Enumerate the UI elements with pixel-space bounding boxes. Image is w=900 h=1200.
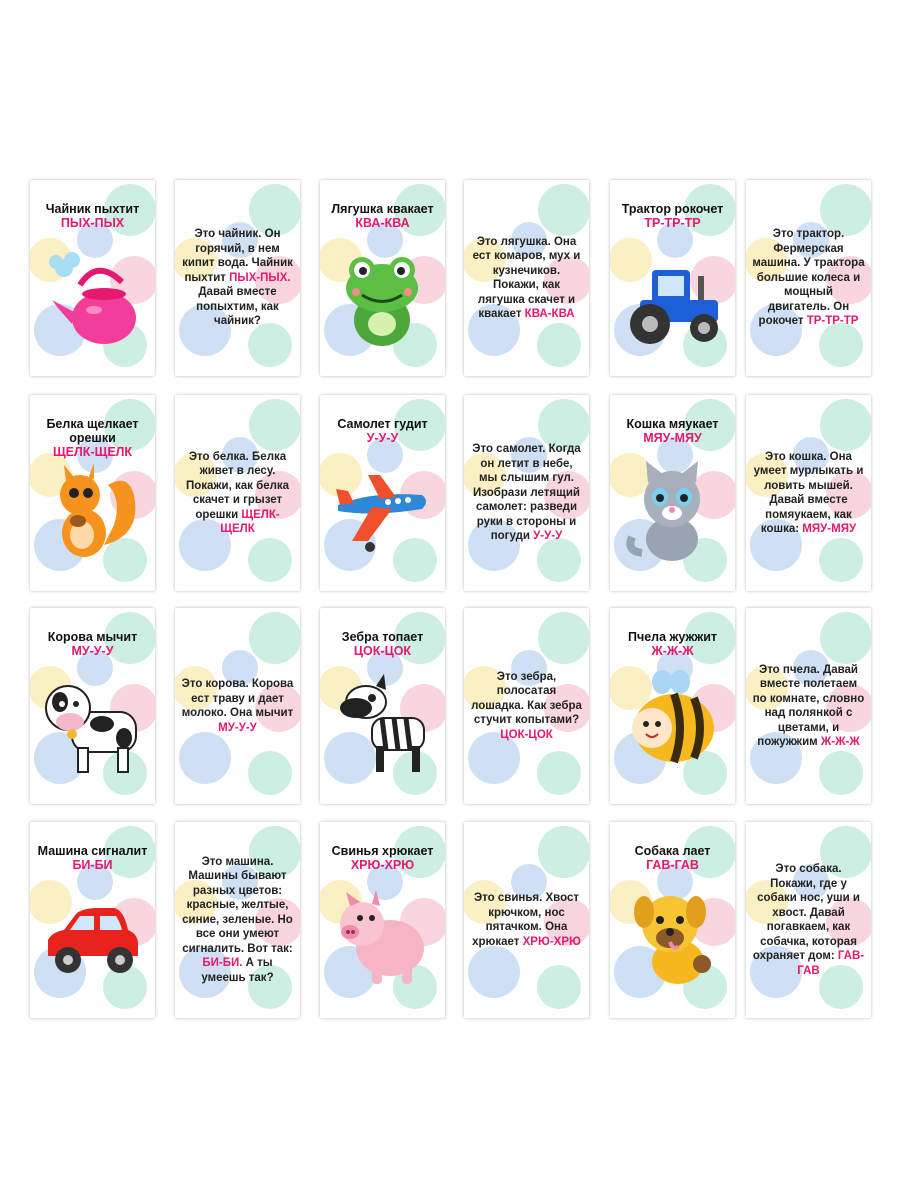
card-sound: ЩЕЛК-ЩЕЛК [52,445,133,459]
card-title-text: Зебра топает [341,630,424,644]
picture-card-content [30,608,155,804]
kettle-icon [42,240,142,360]
description-sound: ХРЮ-ХРЮ [522,935,581,948]
picture-card-content [610,180,735,376]
cat-icon [622,455,722,575]
card-sound: У-У-У [366,431,399,445]
card-title-text: Лягушка квакает [331,202,434,216]
description-text: Это зебра, полосатая лошадка. Как зебра стучит копытами? [471,670,582,727]
picture-card-content [320,395,445,591]
description-card-content [175,180,300,376]
picture-card [320,180,445,376]
description-sound: ТР-ТР-ТР [806,315,859,328]
card-sound: МУ-У-У [71,644,114,658]
card-title [34,202,151,230]
card-description [470,395,583,591]
picture-card [30,822,155,1018]
description-card [746,608,871,804]
description-after: А ты умеешь так? [201,957,274,984]
picture-card-content [320,822,445,1018]
description-text: Это чайник. Он горячий, в нем кипит вода. Чайник пыхтит [182,228,293,284]
picture-card [30,180,155,376]
description-text: Это белка. Белка живет в лесу. Покажи, как белка скачет и грызет орешки [185,450,290,521]
picture-card [320,608,445,804]
picture-card [320,822,445,1018]
card-description [181,608,294,804]
description-card [175,395,300,591]
description-card-content [746,395,871,591]
description-sound: ГАВ-ГАВ [797,950,865,977]
tractor-icon [622,240,722,360]
description-card-content [464,180,589,376]
description-text: Это лягушка. Она ест комаров, мух и кузнечиков. Покажи, как лягушка скачет и квакает [472,235,581,320]
description-sound: МУ-У-У [218,721,257,734]
card-title-text: Собака лает [634,844,711,858]
card-title-text: Белка щелкает орешки [46,417,139,445]
description-card-content [746,822,871,1018]
picture-card-content [30,395,155,591]
card-title-text: Трактор рокочет [621,202,724,216]
card-sound: МЯУ-МЯУ [643,431,702,445]
car-icon [42,882,142,1002]
description-sound: Ж-Ж-Ж [820,736,860,748]
description-card-content [175,395,300,591]
card-title-text: Свинья хрюкает [331,844,434,858]
card-description [181,180,294,376]
description-text: Это машина. Машины бывают разных цветов: красные, желтые, синие, зеленые. Но все они умеют сигналить. Вот так: [182,855,293,955]
card-sound: ПЫХ-ПЫХ [60,216,125,230]
picture-card-content [610,822,735,1018]
picture-card-content [610,395,735,591]
description-card-content [464,395,589,591]
description-text: Это трактор. Фермерская машина. У трактора большие колеса и мощный двигатель. Он рокочет [752,228,865,328]
picture-card-content [30,180,155,376]
card-title [324,630,441,658]
card-title [324,844,441,872]
description-card [464,608,589,804]
picture-card-content [610,608,735,804]
description-sound: БИ-БИ. [202,957,243,970]
description-card-content [746,608,871,804]
card-sound: КВА-КВА [355,216,410,230]
picture-card-content [30,822,155,1018]
card-description [752,180,865,376]
squirrel-icon [42,455,142,575]
description-card [746,822,871,1018]
picture-card [610,822,735,1018]
description-text: Это свинья. Хвост крючком, нос пятачком. Она хрюкает [472,892,580,948]
card-title [324,417,441,445]
card-sound: Ж-Ж-Ж [651,644,694,658]
description-card [464,395,589,591]
bee-icon [622,668,722,788]
frog-icon [332,240,432,360]
description-card [464,180,589,376]
description-card [746,395,871,591]
card-title [614,417,731,445]
card-title [34,630,151,658]
card-sound: ТР-ТР-ТР [644,216,701,230]
card-description [181,395,294,591]
description-card-content [464,608,589,804]
card-description [470,180,583,376]
description-card-content [746,180,871,376]
picture-card [610,608,735,804]
description-sound: ЩЕЛК-ЩЕЛК [220,508,280,535]
card-description [752,822,865,1018]
description-card [175,822,300,1018]
description-sound: ПЫХ-ПЫХ. [229,271,291,284]
card-title-text: Кошка мяукает [626,417,719,431]
card-title-text: Самолет гудит [337,417,428,431]
picture-card [30,395,155,591]
card-sound: БИ-БИ [72,858,113,872]
card-title [614,630,731,658]
picture-card [610,395,735,591]
card-description [470,822,583,1018]
card-title-text: Корова мычит [47,630,138,644]
picture-card [30,608,155,804]
description-sound: У-У-У [533,530,563,543]
card-sound: ГАВ-ГАВ [646,858,699,872]
card-description [470,608,583,804]
card-title [34,844,151,872]
zebra-icon [332,668,432,788]
description-text: Это самолет. Когда он летит в небе, мы слышим гул. Изобрази летящий самолет: разведи руки в стороны и погуди [472,443,581,543]
description-text: Это корова. Корова ест траву и дает молоко. Она мычит [181,678,294,719]
card-title-text: Пчела жужжит [627,630,718,644]
description-sound: КВА-КВА [524,308,575,320]
card-title [34,417,151,459]
card-title-text: Машина сигналит [37,844,148,858]
card-title [614,202,731,230]
card-description [752,395,865,591]
description-text: Это пчела. Давай вместе полетаем по комнате, словно над полянкой с цветами, и пожужжим [752,663,865,748]
description-sound: МЯУ-МЯУ [802,523,857,535]
card-description [181,822,294,1018]
picture-card-content [320,180,445,376]
description-card [175,608,300,804]
picture-card-content [320,608,445,804]
card-title-text: Чайник пыхтит [45,202,140,216]
description-card-content [175,608,300,804]
dog-icon [622,882,722,1002]
card-sound: ЦОК-ЦОК [353,644,412,658]
description-card [464,822,589,1018]
description-card [175,180,300,376]
card-sound: ХРЮ-ХРЮ [350,858,415,872]
picture-card [320,395,445,591]
picture-card [610,180,735,376]
description-sound: ЦОК-ЦОК [500,728,553,741]
description-after: Давай вместе попыхтим, как чайник? [196,286,279,328]
card-description [752,608,865,804]
cow-icon [42,668,142,788]
description-card [746,180,871,376]
description-card-content [464,822,589,1018]
airplane-icon [332,455,432,575]
description-text: Это собака. Покажи, где у собаки нос, уши и хвост. Давай погавкаем, как собачка, которая охраняет дом: [752,863,860,962]
pig-icon [332,882,432,1002]
description-text: Это кошка. Она умеет мурлыкать и ловить мышей. Давай вместе помяукаем, как кошка: [753,450,864,535]
card-title [614,844,731,872]
card-title [324,202,441,230]
description-card-content [175,822,300,1018]
